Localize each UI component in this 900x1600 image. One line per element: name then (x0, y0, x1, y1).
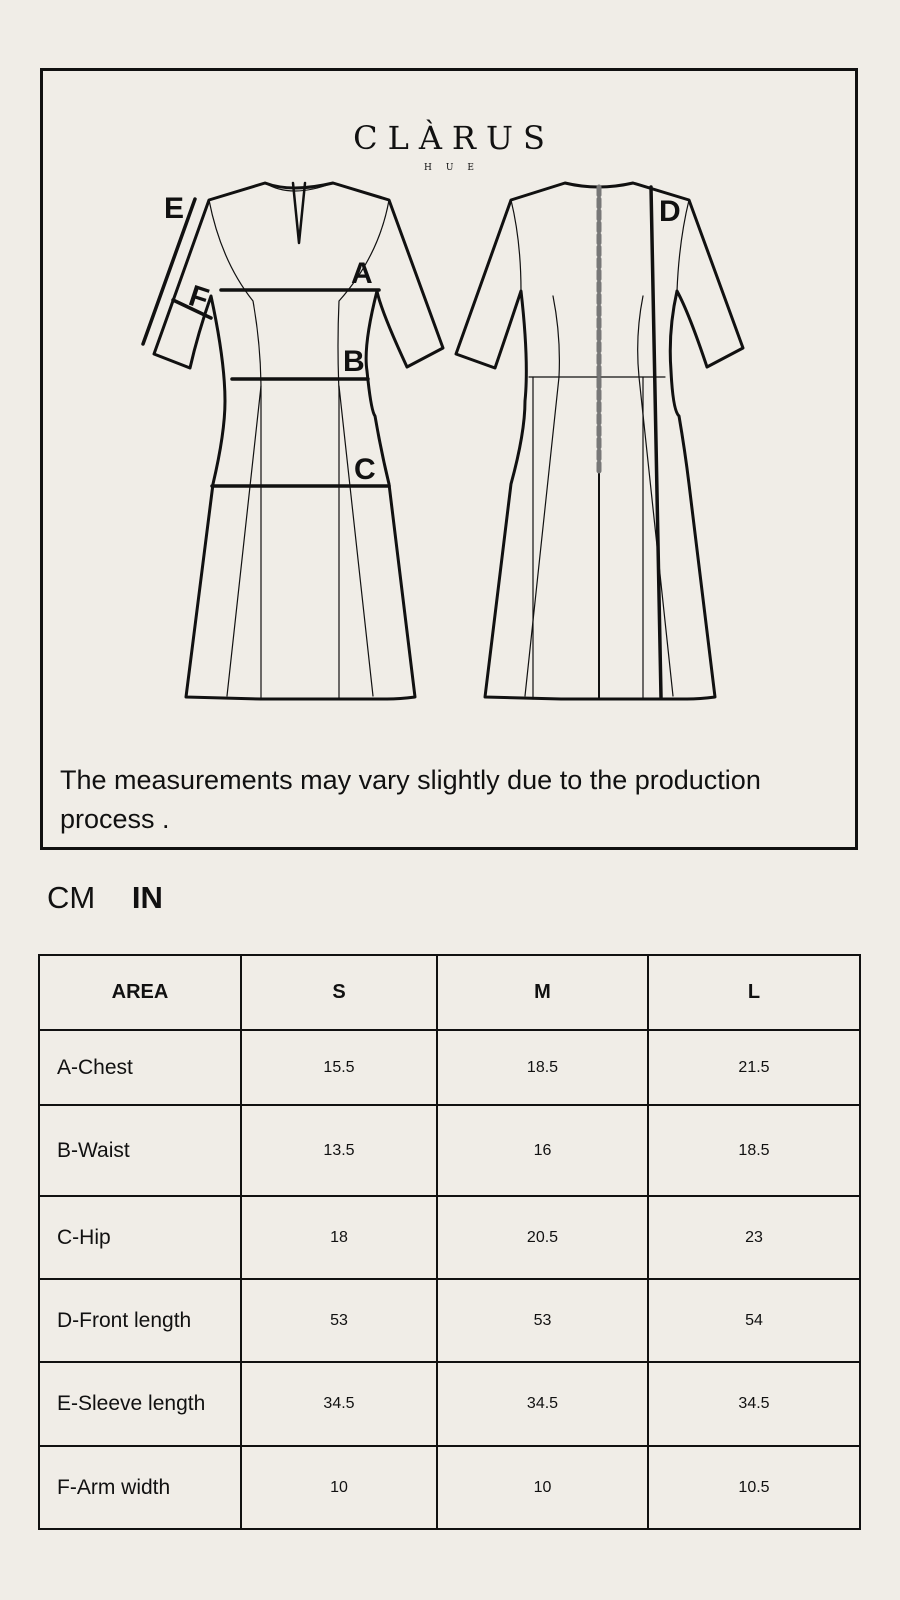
table-row (39, 1362, 860, 1446)
cell-l: 34.5 (648, 1362, 860, 1446)
table-row (39, 1446, 860, 1529)
cell-m: 34.5 (437, 1362, 648, 1446)
cell-l: 54 (648, 1279, 860, 1362)
header-s: S (241, 955, 437, 1030)
table-header-row (39, 955, 860, 1030)
header-m: M (437, 955, 648, 1030)
label-e: E (164, 192, 185, 225)
cell-m: 18.5 (437, 1030, 648, 1105)
size-table (38, 954, 861, 1530)
cell-s: 53 (241, 1279, 437, 1362)
label-a: A (351, 257, 373, 290)
diagram-frame (40, 68, 858, 850)
cell-s: 34.5 (241, 1362, 437, 1446)
brand-subtitle: HUE (423, 163, 488, 173)
cell-l: 18.5 (648, 1105, 860, 1196)
brand-name: CLÀRUS (353, 119, 555, 157)
cell-area: E-Sleeve length (39, 1362, 241, 1446)
cell-m: 10 (437, 1446, 648, 1529)
cell-s: 18 (241, 1196, 437, 1279)
cell-m: 16 (437, 1105, 648, 1196)
cell-m: 20.5 (437, 1196, 648, 1279)
label-f: F (184, 279, 213, 317)
unit-selector (47, 880, 163, 916)
unit-in-option[interactable]: IN (131, 880, 163, 915)
cell-l: 23 (648, 1196, 860, 1279)
cell-area: B-Waist (39, 1105, 241, 1196)
dress-front (154, 183, 443, 699)
header-area: AREA (39, 955, 241, 1030)
label-c: C (354, 453, 376, 486)
cell-area: D-Front length (39, 1279, 241, 1362)
cell-l: 21.5 (648, 1030, 860, 1105)
table-row (39, 1030, 860, 1105)
header-l: L (648, 955, 860, 1030)
cell-l: 10.5 (648, 1446, 860, 1529)
unit-cm-option[interactable]: CM (47, 880, 96, 915)
cell-area: A-Chest (39, 1030, 241, 1105)
table-row (39, 1196, 860, 1279)
measurement-note: The measurements may vary slightly due to the production process . (60, 765, 761, 834)
cell-area: F-Arm width (39, 1446, 241, 1529)
cell-m: 53 (437, 1279, 648, 1362)
cell-s: 15.5 (241, 1030, 437, 1105)
label-d: D (659, 195, 681, 228)
cell-s: 13.5 (241, 1105, 437, 1196)
dress-back (456, 183, 743, 699)
table-row (39, 1105, 860, 1196)
cell-area: C-Hip (39, 1196, 241, 1279)
label-b: B (343, 345, 365, 378)
table-row (39, 1279, 860, 1362)
dress-diagram (43, 71, 855, 847)
cell-s: 10 (241, 1446, 437, 1529)
measure-line-d (651, 187, 661, 697)
